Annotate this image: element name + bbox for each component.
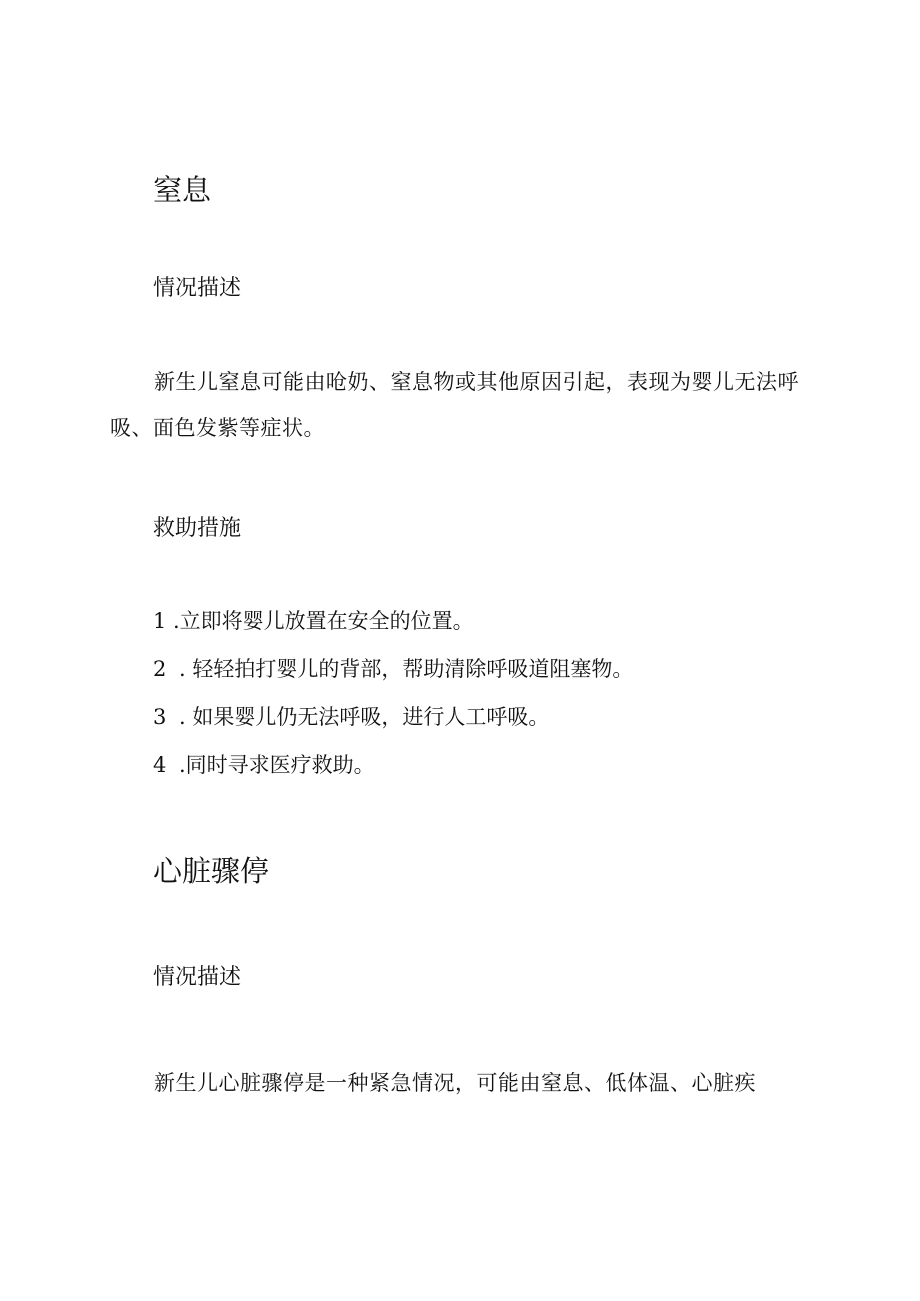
list-item-number: 3	[153, 705, 167, 729]
section-title-cardiac-arrest: 心脏骤停	[153, 854, 270, 888]
list-item-number: 4	[153, 753, 167, 777]
measures-heading: 救助措施	[153, 516, 242, 541]
list-item-text: .立即将婴儿放置在安全的位置。	[173, 609, 474, 633]
list-item	[153, 750, 375, 780]
list-item	[153, 606, 474, 636]
list-item-text: . 如果婴儿仍无法呼吸，进行人工呼吸。	[179, 705, 550, 729]
list-item-text: .同时寻求医疗救助。	[179, 753, 375, 777]
list-item	[153, 654, 633, 684]
list-item-text: . 轻轻拍打婴儿的背部，帮助清除呼吸道阻塞物。	[179, 657, 634, 681]
description-heading: 情况描述	[153, 276, 242, 301]
description-paragraph: 新生儿心脏骤停是一种紧急情况，可能由窒息、低体温、心脏疾	[154, 1071, 756, 1095]
list-item-number: 1	[153, 609, 167, 633]
description-heading: 情况描述	[153, 965, 242, 990]
list-item-number: 2	[153, 657, 167, 681]
description-paragraph: 新生儿窒息可能由呛奶、窒息物或其他原因引起，表现为婴儿无法呼吸、面色发紫等症状。	[110, 370, 799, 440]
list-item	[153, 702, 549, 732]
section-title-suffocation: 窒息	[153, 173, 212, 207]
